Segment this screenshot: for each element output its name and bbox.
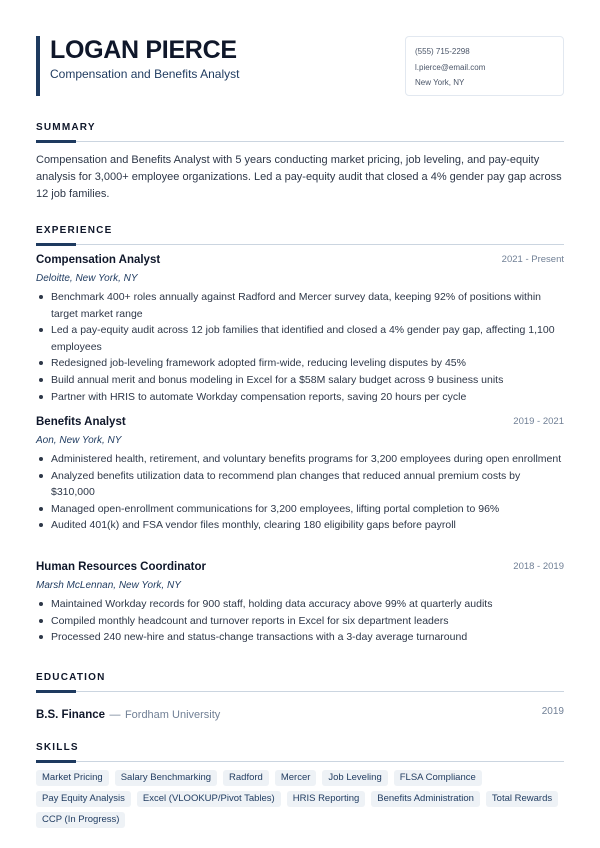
job-entry	[36, 414, 564, 534]
header-accent-bar	[36, 36, 40, 96]
experience-section	[36, 224, 564, 246]
skill-chip: FLSA Compliance	[394, 770, 482, 786]
job-title: Compensation Analyst	[36, 254, 161, 266]
education-degree: B.S. Finance	[36, 709, 106, 721]
skills-heading: SKILLS	[36, 742, 79, 753]
skill-chip: Salary Benchmarking	[115, 770, 217, 786]
skill-chip: HRIS Reporting	[287, 791, 366, 807]
bullet-item: Audited 401(k) and FSA vendor files monthly, clearing 180 eligibility gaps before payroll	[36, 517, 564, 534]
education-separator: —	[109, 709, 121, 721]
bullet-item: Build annual merit and bonus modeling in Excel for a $58M salary budget across 9 business units	[36, 372, 564, 389]
bullet-item: Maintained Workday records for 900 staff, holding data accuracy above 99% at quarterly audits	[36, 596, 564, 613]
skills-list	[36, 770, 564, 828]
bullet-item: Led a pay-equity audit across 12 job families that identified and closed a 4% gender pay gap, affecting 1,100 employees	[36, 322, 564, 355]
bullet-item: Redesigned job-leveling framework adopted firm-wide, reducing leveling disputes by 45%	[36, 355, 564, 372]
candidate-role: Compensation and Benefits Analyst	[50, 67, 240, 81]
section-divider	[36, 690, 564, 693]
bullet-item: Compiled monthly headcount and turnover reports in Excel for six department leaders	[36, 613, 564, 630]
contact-email[interactable]: l.pierce@email.com	[415, 62, 486, 72]
contact-location: New York, NY	[415, 78, 465, 87]
experience-heading: EXPERIENCE	[36, 225, 113, 236]
education-heading: EDUCATION	[36, 672, 106, 683]
section-divider	[36, 760, 564, 763]
skill-chip: Job Leveling	[322, 770, 387, 786]
resume-header	[36, 36, 564, 96]
bullet-item: Administered health, retirement, and voluntary benefits programs for 3,200 employees during open enrollment	[36, 451, 564, 468]
education-school: Fordham University	[124, 709, 221, 721]
summary-section	[36, 121, 564, 203]
skill-chip: CCP (In Progress)	[36, 812, 125, 828]
job-company: Aon, New York, NY	[36, 435, 122, 446]
skill-chip: Mercer	[275, 770, 317, 786]
job-dates: 2019 - 2021	[513, 416, 564, 427]
job-bullets	[36, 596, 564, 646]
candidate-name: LOGAN PIERCE	[50, 36, 237, 64]
skill-chip: Benefits Administration	[371, 791, 480, 807]
contact-box	[405, 36, 564, 96]
education-entry	[36, 705, 564, 721]
skill-chip: Total Rewards	[486, 791, 558, 807]
skill-chip: Market Pricing	[36, 770, 109, 786]
contact-phone[interactable]: (555) 715-2298	[415, 47, 470, 56]
skills-section	[36, 741, 564, 828]
job-title: Benefits Analyst	[36, 416, 126, 428]
job-bullets	[36, 451, 564, 534]
job-entry	[36, 559, 564, 646]
summary-text: Compensation and Benefits Analyst with 5 years conducting market pricing, job leveling, and pay-equity analysis for 3,000+ employee organizations. Led a pay-equity audit that closed a 4% gender pay gap across 12 job families.	[36, 154, 562, 200]
bullet-item: Processed 240 new-hire and status-change transactions with a 3-day average turnaround	[36, 629, 564, 646]
skill-chip: Radford	[223, 770, 269, 786]
education-section	[36, 671, 564, 721]
bullet-item: Partner with HRIS to automate Workday compensation reports, saving 20 hours per cycle	[36, 389, 564, 406]
job-company: Marsh McLennan, New York, NY	[36, 580, 181, 591]
section-divider	[36, 243, 564, 246]
education-year: 2019	[541, 706, 564, 717]
job-title: Human Resources Coordinator	[36, 561, 206, 573]
job-bullets	[36, 289, 564, 405]
skill-chip: Excel (VLOOKUP/Pivot Tables)	[137, 791, 281, 807]
job-company: Deloitte, New York, NY	[36, 273, 138, 284]
bullet-item: Benchmark 400+ roles annually against Radford and Mercer survey data, keeping 92% of positions within target market range	[36, 289, 564, 322]
bullet-item: Managed open-enrollment communications for 3,200 employees, lifting portal completion to 96%	[36, 501, 564, 518]
bullet-item: Analyzed benefits utilization data to recommend plan changes that reduced annual premium costs by $310,000	[36, 468, 564, 501]
job-entry	[36, 252, 564, 405]
skill-chip: Pay Equity Analysis	[36, 791, 131, 807]
section-divider	[36, 140, 564, 143]
job-dates: 2021 - Present	[501, 254, 564, 265]
summary-heading: SUMMARY	[36, 122, 96, 133]
job-dates: 2018 - 2019	[513, 561, 564, 572]
